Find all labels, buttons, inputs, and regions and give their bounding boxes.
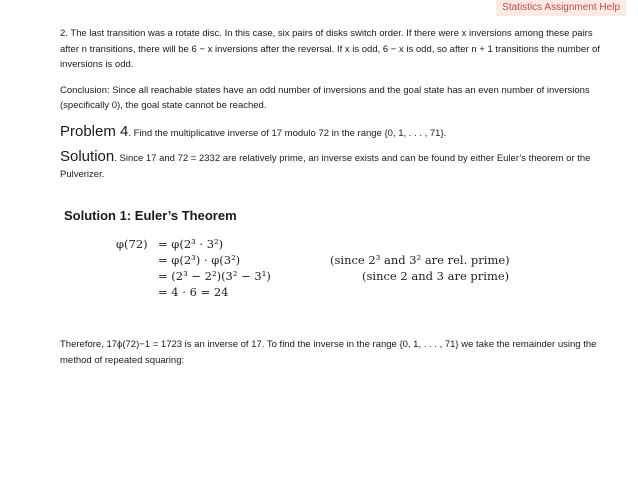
paragraph-therefore: Therefore, 17ϕ(72)−1 = 1723 is an inverse of 17. To find the inverse in the range {0, 1, . . . , 71} we take the remainder using the method of repeated squaring:: [60, 339, 597, 366]
solution-statement: [60, 149, 600, 182]
math-lhs: φ(72): [116, 237, 148, 251]
document-body: [60, 26, 600, 368]
math-line-3: = (2³ − 2²)(3² − 3¹): [158, 269, 271, 283]
math-derivation: [60, 237, 600, 317]
problem-statement: [60, 124, 600, 142]
math-line-2: = φ(2³) · φ(3²): [158, 253, 241, 267]
math-line-4: = 4 · 6 = 24: [158, 285, 229, 299]
problem-text: . Find the multiplicative inverse of 17 modulo 72 in the range {0, 1, . . . , 71}.: [128, 127, 447, 139]
problem-label: Problem 4: [60, 122, 129, 140]
paragraph-transition: 2. The last transition was a rotate disc. In this case, six pairs of disks switch order. If there were x inversions among these pairs after n transitions, there will be 6 − x inversions after the reversal. If x is odd, 6 − x is odd, so after n + 1 transitions the number of inversions is odd.: [60, 28, 600, 70]
math-note-1: (since 2³ and 3² are rel. prime): [330, 253, 510, 267]
solution-label: Solution: [60, 148, 115, 165]
header-label: Statistics Assignment Help: [496, 0, 626, 16]
solution-text: . Since 17 and 72 = 2332 are relatively prime, an inverse exists and can be found by either Euler’s theorem or the Pulverizer.: [60, 153, 591, 180]
section-title: Solution 1: Euler’s Theorem: [64, 208, 237, 223]
paragraph-conclusion: Conclusion: Since all reachable states have an odd number of inversions and the goal state has an even number of inversions (specifically 0), the goal state cannot be reached.: [60, 84, 590, 111]
math-line-1: = φ(2³ · 3²): [158, 237, 224, 251]
math-note-2: (since 2 and 3 are prime): [362, 269, 510, 283]
